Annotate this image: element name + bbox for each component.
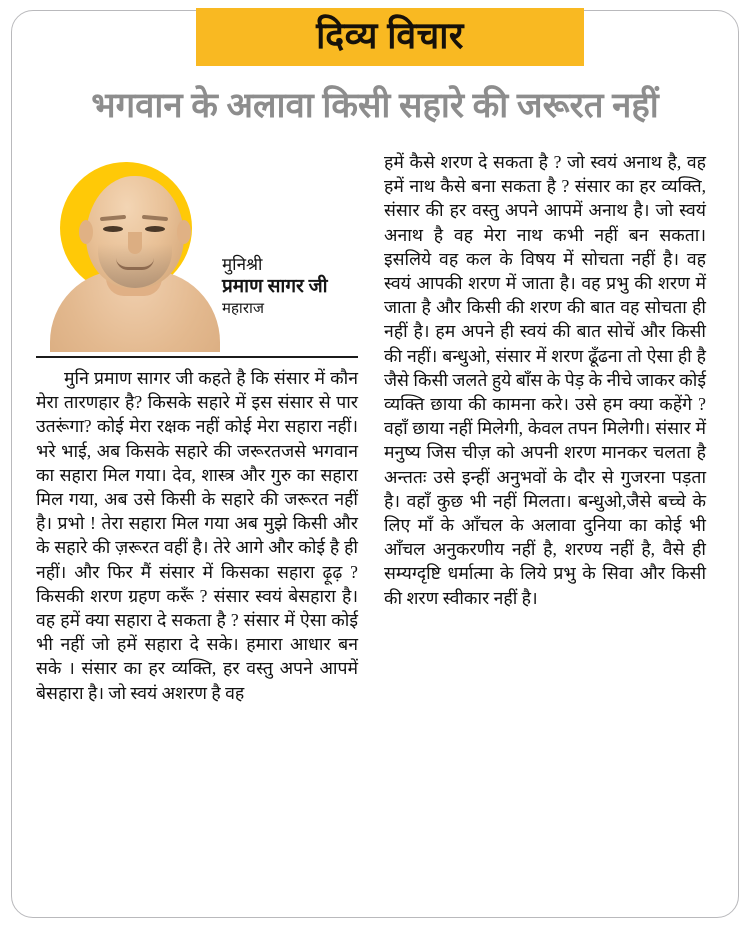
mouth-shape [116,258,154,270]
left-column-paragraph: मुनि प्रमाण सागर जी कहते है कि संसार में कौन मेरा तारणहार है? किसके सहारे में इस संसार से पार उतरूंगा? कोई मेरा रक्षक नहीं कोई मेरा सहारा नहीं। भरे भाई, अब किसके सहारे की जरूरतजसे भगवान का सहारा मिल गया। देव, शास्त्र और गुरु का सहारा मिल गया, अब उसे किसी के सहारे की जरूरत नहीं है। प्रभो ! तेरा सहारा मिल गया अब मुझे किसी और के सहारे की ज़रूरत वहीं है। तेरे आगे और कोई है ही नहीं। और फिर मैं संसार में किसका सहारा ढ़ूढ़ ? किसकी शरण ग्रहण करूँ ? संसार स्वयं बेसहारा है। वह हमें क्या सहारा दे सकता है ? संसार में ऐसा कोई भी नहीं जो हमें सहारा दे सके। हमारा आधार बन सके । संसार का हर व्यक्ति, हर वस्तु अपने आपमें बेसहारा है। जो स्वयं अशरण है वह [36,368,358,703]
left-column-text [36,366,358,705]
portrait-block [36,150,358,352]
caption-name: प्रमाण सागर जी [222,276,328,297]
page-title: भगवान के अलावा किसी सहारे की जरूरत नहीं [91,86,659,125]
column-left [36,150,358,902]
article-body [36,150,716,902]
eye-right-shape [145,226,165,232]
caption-title: महाराज [222,301,264,317]
monk-portrait-image [46,158,222,352]
column-right [384,150,706,902]
section-divider [36,356,358,358]
eye-left-shape [103,226,123,232]
nose-shape [128,232,142,254]
masthead-banner [196,8,584,66]
ear-left-shape [79,220,93,244]
right-column-text [384,150,706,610]
portrait-caption [222,254,360,319]
ear-right-shape [177,220,191,244]
right-column-paragraph: हमें कैसे शरण दे सकता है ? जो स्वयं अनाथ है, वह हमें नाथ कैसे बना सकता है ? संसार का हर व्यक्ति, संसार की हर वस्तु अपने आपमें अनाथ है। जो स्वयं अनाथ है वह मेरा नाथ कभी नहीं बन सकता। इसलिये वह कल के विषय में सोचता नहीं है। वह स्वयं आपकी शरण में जाता है। वह प्रभु की शरण में जाता है और किसी की शरण की बात वह सोचता ही नहीं है। हम अपने ही स्वयं की बात सोचें और किसी की नहीं। बन्धुओ, संसार में शरण ढूँढना तो ऐसा ही है जैसे किसी जलते हुये बाँस के पेड़ के नीचे जाकर कोई व्यक्ति छाया की कामना करे। उसे हम क्या कहेंगे ? वहाँ छाया नहीं मिलेगी, केवल तपन मिलेगी। संसार में मनुष्य जिस चीज़ को अपनी शरण मानकर चलता है अन्ततः उसे इन्हीं अनुभवों के दौर से गुजरना पड़ता है। वहाँ कुछ भी नहीं मिलता। बन्धुओ,जैसे बच्चे के लिए माँ के आँचल के अलावा दुनिया का कोई भी आँचल अनुकरणीय नहीं है, शरण्य नहीं है, वैसे ही सम्यग्दृष्टि धर्मात्मा के लिये प्रभु के सिवा और किसी की शरण स्वीकार नहीं है। [384,152,706,608]
masthead-title: दिव्य विचार [316,15,464,57]
caption-honorific: मुनिश्री [222,255,263,274]
